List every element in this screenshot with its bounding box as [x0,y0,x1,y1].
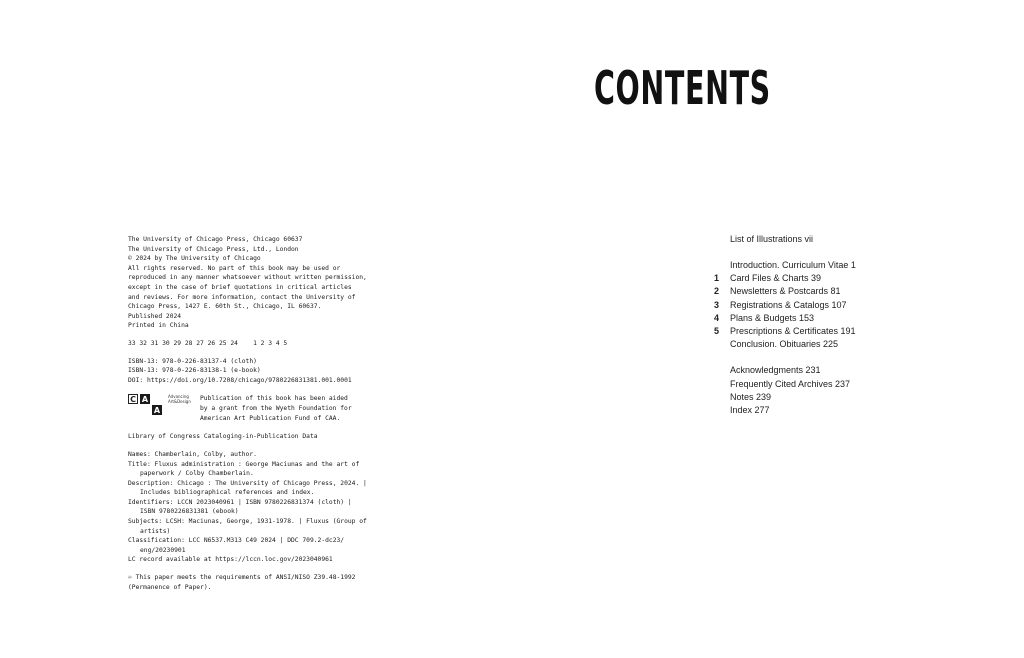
toc-entry-label: Introduction. Curriculum Vitae 1 [730,259,856,270]
cip-line: eng/20230901 [140,546,186,554]
toc-entry-label: Acknowledgments 231 [730,365,821,376]
paper-line: (Permanence of Paper). [128,583,212,591]
caa-grant-text [200,394,352,423]
copyright-line: © 2024 by The University of Chicago [128,255,261,263]
rights-line: and reviews. For more information, contact the University of [128,293,356,301]
toc-entry[interactable] [714,338,856,351]
isbn-cloth: ISBN-13: 978-0-226-83137-4 (cloth) [128,357,257,365]
cip-line: paperwork / Colby Chamberlain. [140,470,254,478]
cip-line: Subjects: LCSH: Maciunas, George, 1931-1978. | Fluxus (Group of [128,518,367,526]
doi-line: DOI: https://doi.org/10.7208/chicago/9780226831381.001.0001 [128,376,352,384]
cip-line: LC record available at https://lccn.loc.gov/2023040961 [128,556,333,564]
printing-line: 33 32 31 30 29 28 27 26 25 24 1 2 3 4 5 [128,339,288,347]
cip-line: ISBN 9780226831381 (ebook) [140,508,239,516]
toc-entry[interactable] [714,377,856,390]
cip-line: artists) [140,527,171,535]
caa-tagline-line: Art&Design [168,399,191,405]
printed-line: Printed in China [128,322,189,330]
rights-line: All rights reserved. No part of this book may be used or [128,264,341,272]
toc-entry-label: Prescriptions & Certificates 191 [730,325,856,336]
published-line: Published 2024 [128,312,182,320]
toc-entry-label: Card Files & Charts 39 [730,273,822,284]
toc-entry-label: Notes 239 [730,391,772,402]
caa-logo-a: A [153,405,161,415]
toc-entry[interactable] [714,364,856,377]
toc-entry[interactable] [714,298,856,311]
toc-entry[interactable] [714,390,856,403]
publisher-line: The University of Chicago Press, Ltd., London [128,245,299,253]
caa-grant-line: by a grant from the Wyeth Foundation for [200,404,352,412]
caa-logo-tagline [168,394,191,404]
rights-line: except in the case of brief quotations in critical articles [128,283,352,291]
caa-logo-c: C [128,394,138,404]
caa-grant-line: Publication of this book has been aided [200,395,348,403]
toc-entry-label: Frequently Cited Archives 237 [730,378,851,389]
toc-entry[interactable] [714,232,856,245]
cip-block [128,450,398,565]
toc-entry-number: 4 [714,312,720,323]
caa-logo [128,394,200,424]
paper-line: ♾ This paper meets the requirements of ANSI/NISO Z39.48-1992 [128,574,356,582]
toc-entry-label: Registrations & Catalogs 107 [730,299,847,310]
page-title: CONTENTS [594,61,771,115]
toc-entry[interactable] [714,324,856,337]
publisher-line: The University of Chicago Press, Chicago 60637 [128,236,303,243]
toc-entry[interactable] [714,403,856,416]
toc-entry-number: 5 [714,325,720,336]
caa-logo-a: A [141,394,149,404]
rights-line: reproduced in any manner whatsoever without written permission, [128,274,367,282]
isbn-block [128,357,398,386]
cip-line: Identifiers: LCCN 2023040961 | ISBN 9780226831374 (cloth) | [128,498,352,506]
publisher-block [128,235,398,331]
toc-entry[interactable] [714,311,856,324]
toc-entry-number: 1 [714,273,720,284]
toc-entry-number: 3 [714,299,720,310]
cip-line: Names: Chamberlain, Colby, author. [128,450,257,458]
toc-entry[interactable] [714,258,856,271]
cip-line: Classification: LCC N6537.M313 C49 2024 | DDC 709.2-dc23/ [128,537,345,545]
toc-entry[interactable] [714,272,856,285]
caa-tagline-line: Advancing [168,394,189,400]
toc-entry-label: Newsletters & Postcards 81 [730,286,841,297]
rights-line: Chicago Press, 1427 E. 60th St., Chicago, IL 60637. [128,303,322,311]
toc-entry-label: Index 277 [730,405,770,416]
toc-entry-number: 2 [714,286,720,297]
toc-entry-label: List of Illustrations vii [730,233,814,244]
caa-grant-line: American Art Publication Fund of CAA. [200,414,341,422]
isbn-ebook: ISBN-13: 978-0-226-83138-1 (e-book) [128,367,261,375]
toc-entry-label: Conclusion. Obituaries 225 [730,339,839,350]
paper-permanence-block [128,573,398,592]
cip-line: Includes bibliographical references and index. [140,489,315,497]
cip-line: Description: Chicago : The University of Chicago Press, 2024. | [128,479,367,487]
toc-entry[interactable] [714,285,856,298]
table-of-contents [714,232,856,417]
cip-heading: Library of Congress Cataloging-in-Publication Data [128,433,318,441]
caa-grant-block [128,394,398,424]
copyright-page [128,235,398,592]
toc-entry-label: Plans & Budgets 153 [730,312,815,323]
cip-line: Title: Fluxus administration : George Maciunas and the art of [128,460,360,468]
